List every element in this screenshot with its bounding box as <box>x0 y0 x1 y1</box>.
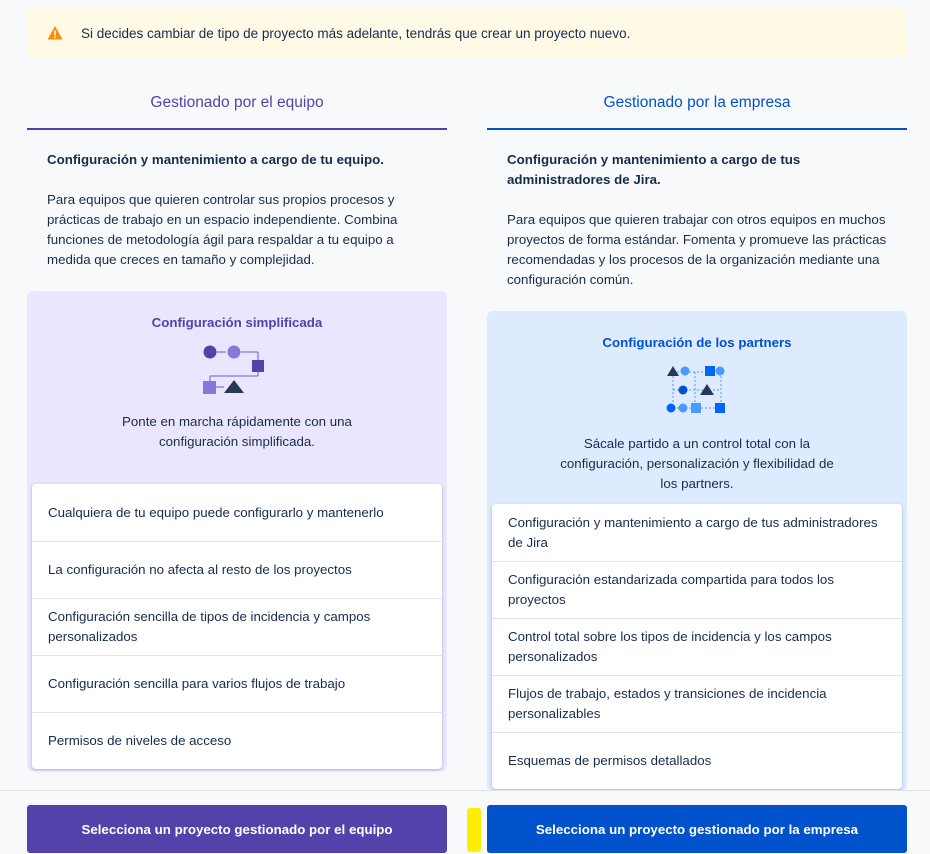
warning-icon <box>47 25 63 41</box>
list-item: Cualquiera de tu equipo puede configurarlo y mantenerlo <box>48 504 384 520</box>
list-item: Flujos de trabajo, estados y transiciones de incidencia personalizables <box>492 675 902 732</box>
list-item: Control total sobre los tipos de incidencia y los campos personalizados <box>492 618 902 675</box>
team-managed-column <box>27 78 447 748</box>
company-feature-list <box>492 504 902 789</box>
list-item: La configuración no afecta al resto de los proyectos <box>32 541 442 598</box>
list-item: Configuración sencilla para varios flujos de trabajo <box>32 655 442 712</box>
company-panel-text: Sácale partido a un control total con la configuración, personalización y flexibilidad de los partners. <box>560 436 834 491</box>
team-description-block <box>27 130 447 270</box>
team-lead-text: Configuración y mantenimiento a cargo de tu equipo. <box>47 152 384 167</box>
simplified-config-illustration-icon <box>202 344 272 394</box>
company-panel-title: Configuración de los partners <box>602 335 792 350</box>
company-description-block <box>487 130 907 290</box>
partners-config-illustration-icon <box>665 364 729 416</box>
list-item: Configuración sencilla de tipos de incidencia y campos personalizados <box>32 598 442 655</box>
team-description: Para equipos que quieren controlar sus propios procesos y prácticas de trabajo en un espacio independiente. Combina funciones de metodología ágil para respaldar a tu equipo a medida que creces en tamaño y complejidad. <box>47 192 398 267</box>
warning-banner <box>27 8 907 58</box>
team-feature-list <box>32 484 442 769</box>
list-item: Esquemas de permisos detallados <box>492 732 902 789</box>
highlight-marker <box>467 808 481 852</box>
company-description: Para equipos que quieren trabajar con otros equipos en muchos proyectos de forma estándar. Fomenta y promueve las prácticas recomendadas y los procesos de la organización mediante una configuración común. <box>507 212 887 287</box>
footer-bar <box>0 790 930 854</box>
team-panel-title: Configuración simplificada <box>151 315 323 330</box>
list-item: Configuración y mantenimiento a cargo de tus administradores de Jira <box>508 514 878 550</box>
company-feature-panel <box>487 311 907 791</box>
select-team-managed-button[interactable]: Selecciona un proyecto gestionado por el equipo <box>27 805 447 853</box>
tab-team-managed[interactable]: Gestionado por el equipo <box>27 78 447 130</box>
company-managed-column <box>487 78 907 768</box>
tab-company-managed[interactable]: Gestionado por la empresa <box>487 78 907 130</box>
select-company-managed-button[interactable]: Selecciona un proyecto gestionado por la empresa <box>487 805 907 853</box>
warning-text: Si decides cambiar de tipo de proyecto más adelante, tendrás que crear un proyecto nuevo. <box>81 25 631 41</box>
list-item: Permisos de niveles de acceso <box>32 712 442 769</box>
company-lead-text: Configuración y mantenimiento a cargo de tus administradores de Jira. <box>507 152 801 187</box>
team-feature-panel <box>27 291 447 771</box>
list-item: Configuración estandarizada compartida para todos los proyectos <box>492 561 902 618</box>
team-panel-text: Ponte en marcha rápidamente con una configuración simplificada. <box>122 414 352 449</box>
